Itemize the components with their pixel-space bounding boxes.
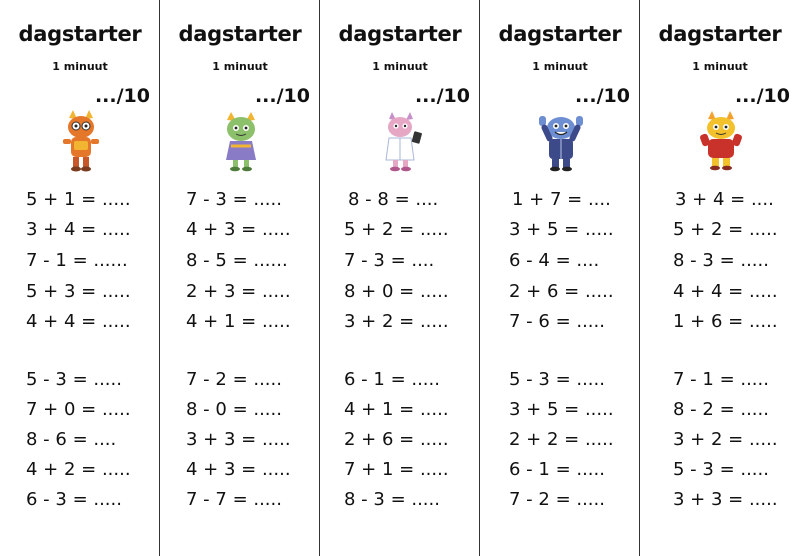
column-title: dagstarter (498, 22, 622, 46)
sum-1: 8 - 8 = .... (348, 189, 439, 210)
yellow-monster-sweater-icon (695, 110, 747, 172)
sum-2: 5 + 2 = ..... (673, 219, 778, 240)
column-subtitle: 1 minuut (212, 60, 268, 73)
column-title: dagstarter (178, 22, 302, 46)
sum-5: 4 + 4 = ..... (26, 311, 131, 332)
sum-7: 4 + 1 = ..... (344, 399, 449, 420)
sum-2: 4 + 3 = ..... (186, 219, 291, 240)
sum-2: 3 + 4 = ..... (26, 219, 131, 240)
score-field: .../10 (414, 85, 470, 107)
sum-9: 4 + 2 = ..... (26, 459, 131, 480)
sum-8: 3 + 2 = ..... (673, 429, 778, 450)
sum-10: 7 - 2 = ..... (509, 489, 605, 510)
column-title: dagstarter (18, 22, 142, 46)
sum-6: 6 - 1 = ..... (344, 369, 440, 390)
score-field: .../10 (574, 85, 630, 107)
sum-3: 7 - 3 = .... (344, 250, 435, 271)
sum-1: 3 + 4 = .... (675, 189, 774, 210)
blue-monster-uniform-icon (535, 110, 587, 172)
column-title: dagstarter (658, 22, 782, 46)
sum-5: 7 - 6 = ..... (509, 311, 605, 332)
sum-7: 8 - 2 = ..... (673, 399, 769, 420)
sum-7: 3 + 5 = ..... (509, 399, 614, 420)
score-field: .../10 (734, 85, 790, 107)
sum-8: 8 - 6 = .... (26, 429, 117, 450)
sum-1: 7 - 3 = ..... (186, 189, 282, 210)
sum-10: 6 - 3 = ..... (26, 489, 122, 510)
sum-9: 7 + 1 = ..... (344, 459, 449, 480)
column-subtitle: 1 minuut (692, 60, 748, 73)
sum-9: 5 - 3 = ..... (673, 459, 769, 480)
sum-6: 7 - 1 = ..... (673, 369, 769, 390)
sum-4: 2 + 6 = ..... (509, 281, 614, 302)
bookmark-column-4 (480, 0, 640, 556)
score-field: .../10 (94, 85, 150, 107)
sum-6: 7 - 2 = ..... (186, 369, 282, 390)
sum-5: 4 + 1 = ..... (186, 311, 291, 332)
bookmark-column-5 (640, 0, 800, 556)
sum-7: 7 + 0 = ..... (26, 399, 131, 420)
sum-5: 3 + 2 = ..... (344, 311, 449, 332)
sum-4: 5 + 3 = ..... (26, 281, 131, 302)
sum-2: 3 + 5 = ..... (509, 219, 614, 240)
bookmark-column-2 (160, 0, 320, 556)
sum-2: 5 + 2 = ..... (344, 219, 449, 240)
sum-8: 2 + 6 = ..... (344, 429, 449, 450)
bookmark-column-3 (320, 0, 480, 556)
sum-1: 5 + 1 = ..... (26, 189, 131, 210)
sum-10: 8 - 3 = ..... (344, 489, 440, 510)
column-subtitle: 1 minuut (532, 60, 588, 73)
sum-5: 1 + 6 = ..... (673, 311, 778, 332)
bookmark-column-1 (0, 0, 160, 556)
sum-8: 2 + 2 = ..... (509, 429, 614, 450)
column-title: dagstarter (338, 22, 462, 46)
green-monster-dress-icon (215, 110, 267, 172)
sum-1: 1 + 7 = .... (512, 189, 611, 210)
sum-4: 4 + 4 = ..... (673, 281, 778, 302)
column-subtitle: 1 minuut (52, 60, 108, 73)
sum-3: 7 - 1 = ...... (26, 250, 128, 271)
sum-8: 3 + 3 = ..... (186, 429, 291, 450)
sum-3: 8 - 3 = ..... (673, 250, 769, 271)
sum-4: 2 + 3 = ..... (186, 281, 291, 302)
sum-6: 5 - 3 = ..... (509, 369, 605, 390)
sum-7: 8 - 0 = ..... (186, 399, 282, 420)
sum-10: 7 - 7 = ..... (186, 489, 282, 510)
sum-10: 3 + 3 = ..... (673, 489, 778, 510)
column-subtitle: 1 minuut (372, 60, 428, 73)
orange-monster-glasses-icon (55, 110, 107, 172)
sum-6: 5 - 3 = ..... (26, 369, 122, 390)
sum-9: 6 - 1 = ..... (509, 459, 605, 480)
sum-9: 4 + 3 = ..... (186, 459, 291, 480)
sum-3: 8 - 5 = ...... (186, 250, 288, 271)
pink-monster-labcoat-icon (375, 110, 427, 172)
sum-3: 6 - 4 = .... (509, 250, 600, 271)
sum-4: 8 + 0 = ..... (344, 281, 449, 302)
score-field: .../10 (254, 85, 310, 107)
